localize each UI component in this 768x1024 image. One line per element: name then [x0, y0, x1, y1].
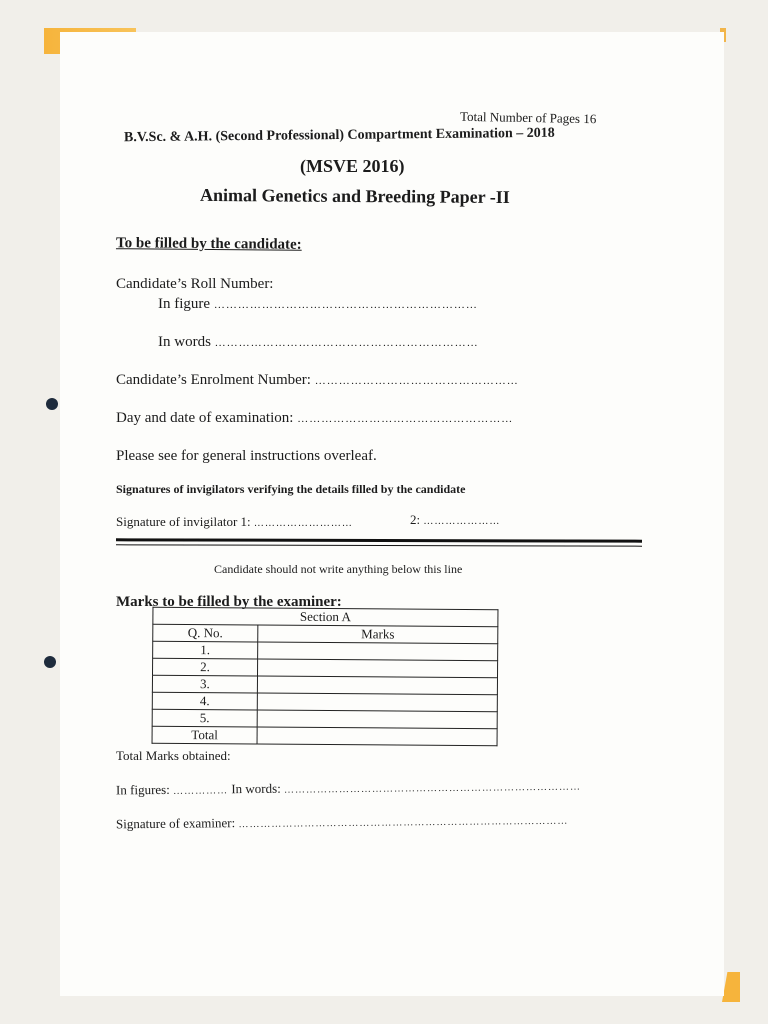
in-figures-field[interactable]: ……………: [173, 785, 229, 797]
invigilator-1-field[interactable]: ………………………: [253, 518, 353, 529]
section-a-header: Section A: [153, 607, 498, 626]
total-marks-cell[interactable]: [257, 727, 497, 746]
general-instructions-note: Please see for general instructions overleaf.: [116, 448, 377, 464]
table-row: [152, 675, 497, 694]
total-cell: Total: [152, 726, 257, 744]
table-row: [152, 692, 497, 711]
examiner-heading: Marks to be filled by the examiner:: [116, 594, 342, 610]
scheme-title: (MSVE 2016): [300, 156, 405, 176]
qno-cell: 5.: [152, 709, 257, 727]
roll-in-figure-field[interactable]: …………………………………………………………: [213, 299, 478, 311]
qno-cell: 2.: [153, 658, 258, 676]
qno-cell: 3.: [152, 675, 257, 693]
marks-cell[interactable]: [257, 676, 497, 695]
invigilator-2-label: 2: …………………: [410, 512, 501, 527]
enrolment-label: Candidate’s Enrolment Number: ……………………………………………: [116, 372, 519, 388]
examiner-signature-field[interactable]: ………………………………………………………………………………: [238, 815, 569, 831]
examiner-signature-label: Signature of examiner: ………………………………………………………………………………: [115, 815, 569, 832]
marks-cell[interactable]: [257, 710, 497, 729]
qno-cell: 1.: [153, 641, 258, 659]
roll-in-words-field[interactable]: …………………………………………………………: [214, 337, 479, 349]
exam-date-field[interactable]: ………………………………………………: [297, 413, 514, 425]
marks-cell[interactable]: [258, 659, 498, 678]
marks-table: [152, 607, 499, 746]
invigilator-2-field[interactable]: …………………: [423, 516, 501, 527]
total-marks-label: Total Marks obtained:: [116, 748, 231, 763]
candidate-section-heading: To be filled by the candidate:: [115, 235, 302, 253]
total-pages: Total Number of Pages 16: [459, 108, 597, 127]
exam-date-label: Day and date of examination: ………………………………………………: [116, 410, 514, 426]
no-write-notice: Candidate should not write anything below this line: [214, 562, 463, 576]
punch-hole-icon: [46, 398, 58, 410]
orange-corner-mark-bottom: [722, 972, 740, 1002]
table-row: [153, 658, 498, 677]
roll-number-label: Candidate’s Roll Number:: [116, 276, 274, 292]
exam-line: B.V.Sc. & A.H. (Second Professional) Compartment Examination – 2018: [123, 125, 555, 146]
in-words-field[interactable]: ………………………………………………………………………: [283, 781, 582, 796]
marks-header: Marks: [258, 625, 498, 644]
qno-cell: 4.: [152, 692, 257, 710]
marks-cell[interactable]: [257, 693, 497, 712]
marks-cell[interactable]: [258, 642, 498, 661]
roll-in-words-label: In words …………………………………………………………: [158, 334, 479, 350]
table-row: [153, 641, 498, 660]
paper-title: Animal Genetics and Breeding Paper -II: [199, 184, 510, 208]
invigilator-1-label: Signature of invigilator 1: ………………………: [116, 514, 353, 529]
invigilator-heading: Signatures of invigilators verifying the details filled by the candidate: [116, 482, 466, 496]
qno-header: Q. No.: [153, 624, 258, 642]
punch-hole-icon: [44, 656, 56, 668]
table-row: [152, 726, 497, 745]
roll-in-figure-label: In figure …………………………………………………………: [158, 296, 478, 312]
enrolment-field[interactable]: ……………………………………………: [314, 375, 519, 387]
table-row: [152, 709, 497, 728]
in-figures-label: In figures: …………… In words: ………………………………………………………………………: [115, 780, 582, 798]
